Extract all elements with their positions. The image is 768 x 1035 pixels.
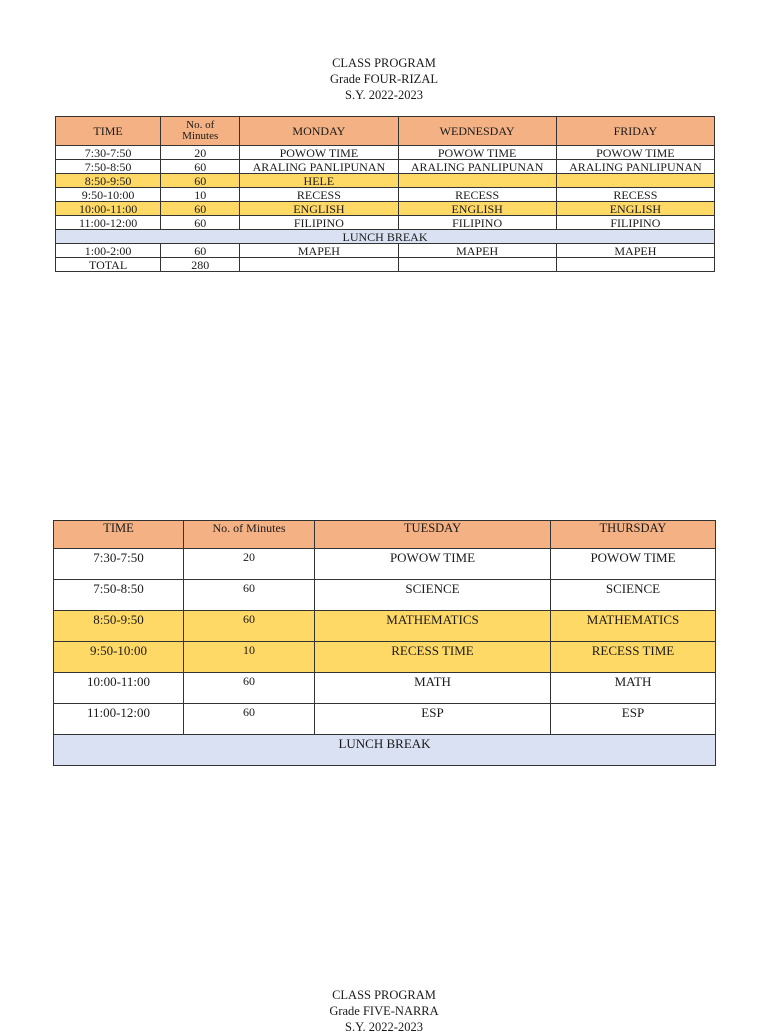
lunch-break-cell: LUNCH BREAK (54, 735, 716, 766)
wednesday-cell: FILIPINO (398, 216, 556, 230)
header-monday: MONDAY (240, 117, 398, 146)
minutes-cell: 60 (161, 216, 240, 230)
empty-cell (240, 258, 398, 272)
minutes-cell: 60 (161, 160, 240, 174)
table-header-row (54, 521, 716, 549)
header-friday: FRIDAY (556, 117, 714, 146)
tuesday-cell: ESP (315, 704, 551, 735)
header-time: TIME (56, 117, 161, 146)
header-thursday: THURSDAY (551, 521, 716, 549)
time-cell: 9:50-10:00 (56, 188, 161, 202)
monday-cell: POWOW TIME (240, 146, 398, 160)
thursday-cell: ESP (551, 704, 716, 735)
wednesday-cell: POWOW TIME (398, 146, 556, 160)
header-minutes-line1: No. of (186, 119, 215, 131)
minutes-cell: 60 (161, 244, 240, 258)
tuesday-cell: MATH (315, 673, 551, 704)
monday-cell: MAPEH (240, 244, 398, 258)
program1-heading (0, 55, 768, 103)
table-row (54, 673, 716, 704)
minutes-cell: 60 (184, 673, 315, 704)
table-row (56, 202, 715, 216)
header-time: TIME (54, 521, 184, 549)
total-label-cell: TOTAL (56, 258, 161, 272)
program1-schedule-table (55, 116, 715, 272)
header-minutes (161, 117, 240, 146)
lunch-break-row (54, 735, 716, 766)
minutes-cell: 10 (184, 642, 315, 673)
header-tuesday: TUESDAY (315, 521, 551, 549)
thursday-cell: SCIENCE (551, 580, 716, 611)
table-row (56, 146, 715, 160)
minutes-cell: 20 (184, 549, 315, 580)
tuesday-cell: POWOW TIME (315, 549, 551, 580)
table-row (56, 160, 715, 174)
program3-heading (0, 987, 768, 1035)
program2-schedule-table (53, 520, 716, 766)
friday-cell: RECESS (556, 188, 714, 202)
time-cell: 10:00-11:00 (56, 202, 161, 216)
table-row (56, 174, 715, 188)
table-row (54, 704, 716, 735)
table-row (54, 611, 716, 642)
program1-school-year: S.Y. 2022-2023 (345, 88, 423, 102)
table-row (56, 216, 715, 230)
time-cell: 8:50-9:50 (56, 174, 161, 188)
program1-grade: Grade FOUR-RIZAL (330, 72, 438, 86)
monday-cell: ARALING PANLIPUNAN (240, 160, 398, 174)
minutes-cell: 60 (184, 611, 315, 642)
time-cell: 10:00-11:00 (54, 673, 184, 704)
wednesday-cell (398, 174, 556, 188)
monday-cell: RECESS (240, 188, 398, 202)
thursday-cell: POWOW TIME (551, 549, 716, 580)
table-row (56, 188, 715, 202)
time-cell: 11:00-12:00 (56, 216, 161, 230)
thursday-cell: MATH (551, 673, 716, 704)
monday-cell: HELE (240, 174, 398, 188)
header-wednesday: WEDNESDAY (398, 117, 556, 146)
empty-cell (398, 258, 556, 272)
empty-cell (556, 258, 714, 272)
time-cell: 1:00-2:00 (56, 244, 161, 258)
friday-cell: ENGLISH (556, 202, 714, 216)
table-row (56, 244, 715, 258)
minutes-cell: 60 (184, 580, 315, 611)
lunch-break-row (56, 230, 715, 244)
tuesday-cell: MATHEMATICS (315, 611, 551, 642)
thursday-cell: MATHEMATICS (551, 611, 716, 642)
minutes-cell: 60 (161, 202, 240, 216)
header-minutes-line2: Minutes (182, 130, 219, 142)
table-row (54, 549, 716, 580)
header-minutes: No. of Minutes (184, 521, 315, 549)
program3-title: CLASS PROGRAM (332, 988, 436, 1002)
time-cell: 7:50-8:50 (56, 160, 161, 174)
wednesday-cell: ARALING PANLIPUNAN (398, 160, 556, 174)
lunch-break-cell: LUNCH BREAK (56, 230, 715, 244)
monday-cell: ENGLISH (240, 202, 398, 216)
monday-cell: FILIPINO (240, 216, 398, 230)
time-cell: 7:30-7:50 (54, 549, 184, 580)
tuesday-cell: SCIENCE (315, 580, 551, 611)
thursday-cell: RECESS TIME (551, 642, 716, 673)
time-cell: 11:00-12:00 (54, 704, 184, 735)
friday-cell: POWOW TIME (556, 146, 714, 160)
time-cell: 7:50-8:50 (54, 580, 184, 611)
minutes-cell: 60 (161, 174, 240, 188)
total-row (56, 258, 715, 272)
total-minutes-cell: 280 (161, 258, 240, 272)
minutes-cell: 10 (161, 188, 240, 202)
time-cell: 8:50-9:50 (54, 611, 184, 642)
friday-cell (556, 174, 714, 188)
program1-title: CLASS PROGRAM (332, 56, 436, 70)
time-cell: 7:30-7:50 (56, 146, 161, 160)
wednesday-cell: ENGLISH (398, 202, 556, 216)
minutes-cell: 20 (161, 146, 240, 160)
wednesday-cell: RECESS (398, 188, 556, 202)
table-row (54, 642, 716, 673)
friday-cell: MAPEH (556, 244, 714, 258)
program3-school-year: S.Y. 2022-2023 (345, 1020, 423, 1034)
tuesday-cell: RECESS TIME (315, 642, 551, 673)
table-row (54, 580, 716, 611)
minutes-cell: 60 (184, 704, 315, 735)
program3-grade: Grade FIVE-NARRA (329, 1004, 439, 1018)
time-cell: 9:50-10:00 (54, 642, 184, 673)
friday-cell: ARALING PANLIPUNAN (556, 160, 714, 174)
friday-cell: FILIPINO (556, 216, 714, 230)
table-header-row (56, 117, 715, 146)
wednesday-cell: MAPEH (398, 244, 556, 258)
